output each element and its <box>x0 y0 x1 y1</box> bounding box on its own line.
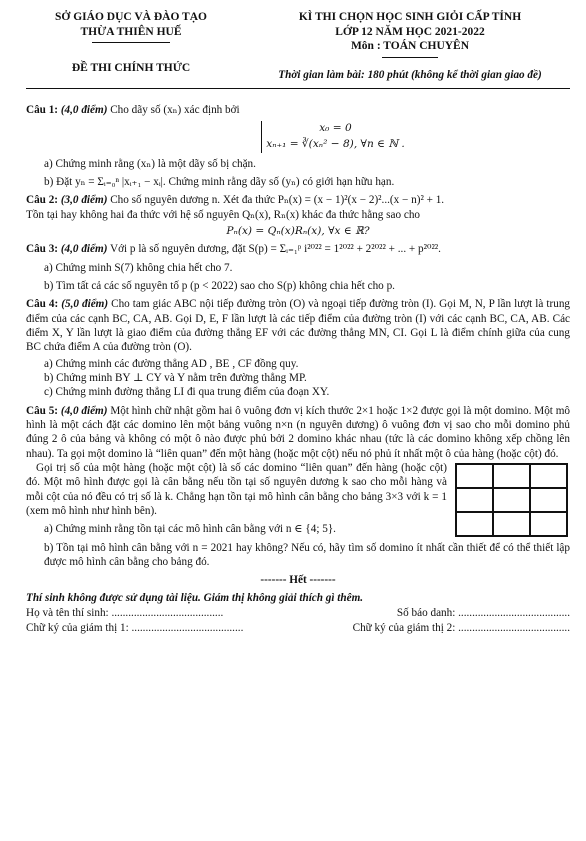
department-underline <box>92 42 170 43</box>
question-part-b: b) Tìm tất cả các số nguyên tố p (p < 2022) sao cho S(p) không chia hết cho p. <box>44 280 395 293</box>
department-line-1: SỞ GIÁO DỤC VÀ ĐÀO TẠO <box>55 11 207 23</box>
grid-cell <box>456 488 493 512</box>
exam-header <box>26 10 570 82</box>
grid-cell <box>493 512 530 536</box>
candidate-name-field: Họ và tên thí sinh: ........................................ <box>26 607 224 619</box>
question-part-c: c) Chứng minh đường thẳng LI đi qua trung điểm của đoạn XY. <box>44 386 330 399</box>
question-1 <box>26 103 570 189</box>
recurrence-initial: x₀ = 0 <box>319 121 352 134</box>
department-line-2: THỪA THIÊN HUẾ <box>80 25 182 38</box>
question-label: Câu 2: <box>26 194 59 207</box>
grid-cell <box>493 488 530 512</box>
official-exam-label: ĐỀ THI CHÍNH THỨC <box>71 62 191 75</box>
subject-underline <box>382 57 438 58</box>
proctor-2-signature: Chữ ký của giám thị 2: ........................................ <box>352 622 570 635</box>
grade-year: LỚP 12 NĂM HỌC 2021-2022 <box>335 25 485 38</box>
question-points: (4,0 điểm) <box>60 404 108 417</box>
grid-cell <box>456 512 493 536</box>
grid-cell <box>493 464 530 488</box>
department-block <box>26 10 236 82</box>
question-text: Cho tam giác ABC nội tiếp đường tròn (O) và ngoại tiếp đường tròn (I). Gọi M, N, P lần lượt là trung điểm của các cạnh BC, CA, AB. Gọi D, E, F lần lượt là các tiếp điểm của đường tròn (I) với các cạnh BC, CA, AB. Các điểm X, Y lần lượt là giao điểm của đường thẳng EF với các đường thẳng MN, CI. Gọi L là điểm chính giữa của cung BC chứa điểm A của đường tròn (O). <box>26 298 571 354</box>
end-marker: ------- Hết ------- <box>260 574 336 587</box>
recurrence-step: xₙ₊₁ = ∛(xₙ² − 8), ∀n ∈ ℕ . <box>266 137 405 150</box>
question-part-b: b) Đặt yₙ = Σᵢ₌₀ⁿ |xᵢ₊₁ − xᵢ|. Chứng minh rằng dãy số (yₙ) có giới hạn hữu hạn. <box>44 175 395 188</box>
question-points: (3,0 điểm) <box>60 194 108 207</box>
exam-title: KÌ THI CHỌN HỌC SINH GIỎI CẤP TỈNH <box>298 11 522 23</box>
proctor-1-signature: Chữ ký của giám thị 1: ........................................ <box>26 622 244 635</box>
subject: Môn : TOÁN CHUYÊN <box>350 40 470 53</box>
question-4 <box>26 297 570 399</box>
question-text-2: Tồn tại hay không hai đa thức với hệ số nguyên Qₙ(x), Rₙ(x) khác đa thức hằng sao cho <box>26 208 421 221</box>
question-part-a: a) Chứng minh S(7) không chia hết cho 7. <box>44 261 233 274</box>
question-points: (4,0 điểm) <box>60 243 108 256</box>
question-text-2: Gọi trị số của một hàng (hoặc một cột) là số các domino “liên quan” đến hàng (hoặc cột) đó. Một mô hình được gọi là cân bằng nếu tồn tại số nguyên dương k sao cho mỗi hàng và mỗi cột của nó đều có trị số là k. Chẳng hạn tồn tại mô hình cân bằng cho bảng 3×3 với k = 1 (xem mô hình như hình bên). <box>26 462 447 518</box>
question-points: (4,0 điểm) <box>60 104 108 117</box>
factorization-formula: Pₙ(x) = Qₙ(x)Rₙ(x), ∀x ∈ ℝ? <box>226 224 370 237</box>
grid-3x3 <box>455 463 568 537</box>
sequence-definition <box>26 121 570 153</box>
question-label: Câu 5: <box>26 404 59 417</box>
question-label: Câu 1: <box>26 104 59 117</box>
question-part-a: a) Chứng minh các đường thẳng AD , BE , CF đồng quy. <box>44 357 299 370</box>
grid-cell <box>530 488 567 512</box>
question-text: Cho số nguyên dương n. Xét đa thức Pₙ(x) = (x − 1)²(x − 2)²...(x − n)² + 1. <box>110 194 445 207</box>
proctor-signature-line <box>26 621 570 635</box>
question-part-b: b) Tồn tại mô hình cân bằng với n = 2021 hay không? Nếu có, hãy tìm số domino ít nhất cần thiết để có thể thiết lập được mô hình cân bằng cho bảng đó. <box>44 541 570 569</box>
question-label: Câu 3: <box>26 243 59 256</box>
question-3 <box>26 242 570 293</box>
candidate-info-line <box>26 606 570 620</box>
question-part-b: b) Chứng minh BY ⊥ CY và Y nằm trên đường thẳng MP. <box>44 372 307 385</box>
question-text: Cho dãy số (xₙ) xác định bởi <box>110 104 240 117</box>
question-5 <box>26 404 570 570</box>
grid-cell <box>530 512 567 536</box>
question-text: Một hình chữ nhật gồm hai ô vuông đơn vị kích thước 2×1 hoặc 1×2 được gọi là một domino. Một mô hình là một cách đặt các domino lên một bảng vuông n×n (n nguyên dương) ô vuông đơn vị sao cho mỗi domino phủ đúng 2 ô của bảng và không có một ô nào được phủ bởi 2 domino khác nhau (tức là các domino không xếp chồng lên nhau). Ta gọi một domino là “liên quan” đến một hàng (hoặc một cột) nếu nó phủ ít nhất một ô của hàng (hoặc cột) đó. <box>26 404 571 460</box>
exam-footer <box>26 591 570 636</box>
question-part-a: a) Chứng minh rằng tồn tại các mô hình cân bằng với n ∈ {4; 5}. <box>44 523 336 536</box>
candidate-number-field: Số báo danh: ........................................ <box>396 607 570 619</box>
footer-note: Thí sinh không được sử dụng tài liệu. Giám thị không giải thích gì thêm. <box>26 591 364 604</box>
domino-example-grid <box>455 463 568 537</box>
header-divider <box>26 88 570 89</box>
question-text: Với p là số nguyên dương, đặt S(p) = Σᵢ₌₁ᵖ i²⁰²² = 1²⁰²² + 2²⁰²² + ... + p²⁰²². <box>110 243 441 256</box>
exam-title-block <box>250 10 570 82</box>
question-2 <box>26 193 570 238</box>
question-points: (5,0 điểm) <box>61 298 109 311</box>
question-part-a: a) Chứng minh rằng (xₙ) là một dãy số bị chặn. <box>44 157 256 170</box>
recurrence-system <box>261 121 405 153</box>
question-label: Câu 4: <box>26 298 59 311</box>
grid-cell <box>456 464 493 488</box>
grid-cell <box>530 464 567 488</box>
time-limit: Thời gian làm bài: 180 phút (không kể thời gian giao đề) <box>278 69 542 82</box>
